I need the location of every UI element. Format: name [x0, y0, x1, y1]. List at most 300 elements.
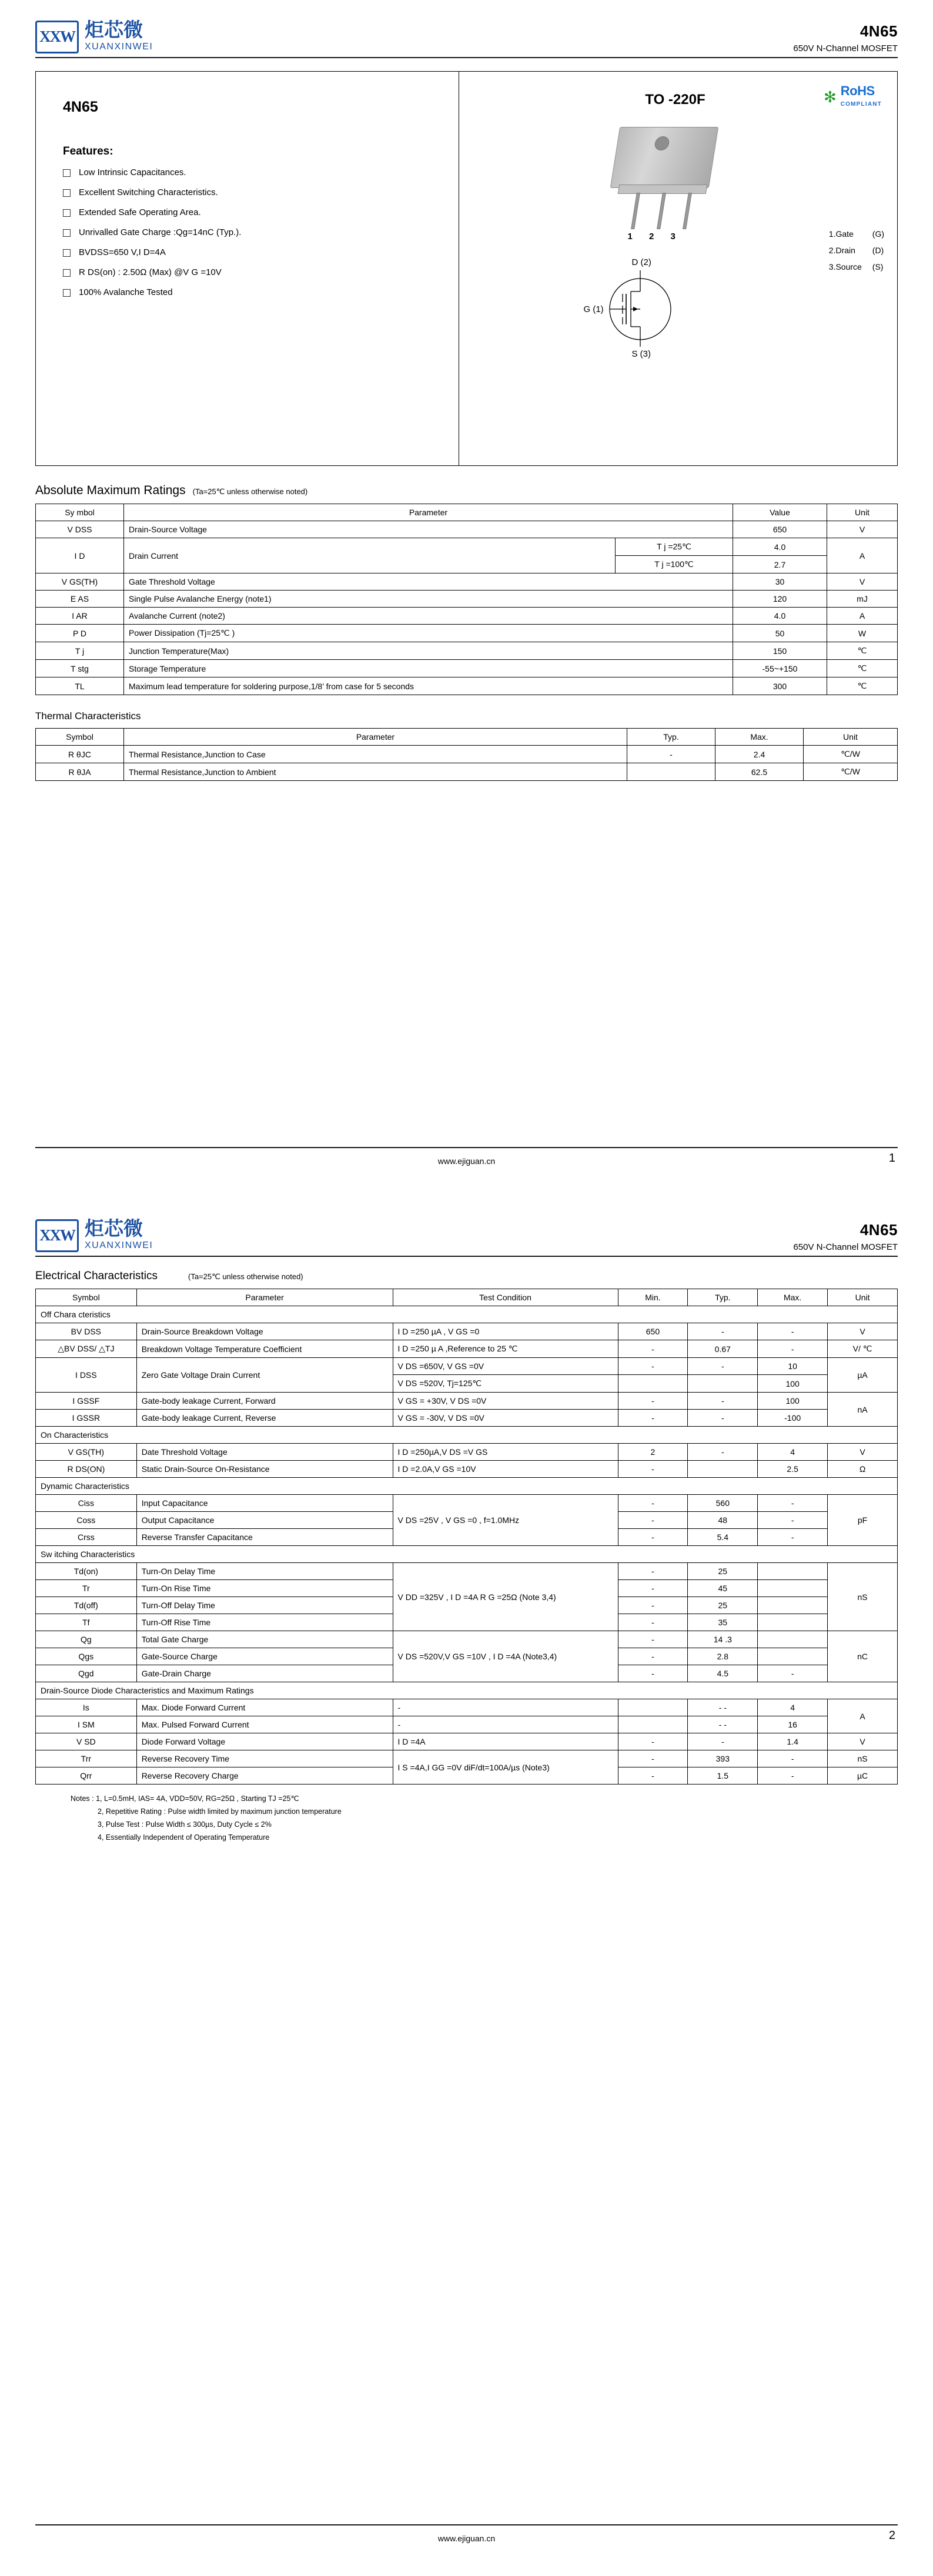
cell-symbol: Tf: [36, 1614, 137, 1631]
table-row: [36, 763, 898, 781]
package-pin-1: [631, 193, 640, 229]
cell-symbol: Qrr: [36, 1767, 137, 1785]
cell-min: -: [618, 1767, 688, 1785]
logo-text-en: XUANXINWEI: [85, 1240, 153, 1250]
cell-symbol: V SD: [36, 1733, 137, 1750]
cell-max: 1.4: [758, 1733, 828, 1750]
cell-min: -: [618, 1597, 688, 1614]
cell-max: [758, 1597, 828, 1614]
cell-symbol: Tr: [36, 1580, 137, 1597]
rohs-compliant-label: COMPLIANT: [840, 101, 882, 108]
cell-symbol: R DS(ON): [36, 1461, 137, 1478]
cell-typ: 5.4: [688, 1529, 758, 1546]
cell-condition: I D =250 µA , V GS =0: [393, 1323, 618, 1340]
footnote-1: Notes : 1, L=0.5mH, IAS= 4A, VDD=50V, RG=25Ω , Starting TJ =25℃: [71, 1795, 299, 1803]
col-symbol: Symbol: [36, 1289, 137, 1306]
features-heading: Features:: [63, 145, 113, 158]
feature-text: 100% Avalanche Tested: [79, 287, 173, 298]
cell-unit: ℃/W: [804, 746, 898, 763]
cell-symbol: I GSSR: [36, 1410, 137, 1427]
section-label: Sw itching Characteristics: [36, 1546, 898, 1563]
table-row: [36, 642, 898, 660]
cell-unit: ℃: [827, 660, 898, 677]
col-unit: Unit: [828, 1289, 898, 1306]
table-row: [36, 1393, 898, 1410]
cell-condition: I D =4A: [393, 1733, 618, 1750]
cell-condition: V DS =520V,V GS =10V , I D =4A (Note3,4): [393, 1631, 618, 1682]
section-label: Drain-Source Diode Characteristics and Maximum Ratings: [36, 1682, 898, 1699]
cell-parameter: Gate Threshold Voltage: [124, 573, 733, 591]
cell-min: -: [618, 1529, 688, 1546]
cell-unit: nS: [828, 1563, 898, 1631]
table-row: [36, 1461, 898, 1478]
page-header: [35, 0, 898, 53]
pin-symbol: (G): [872, 229, 884, 239]
cell-max: -: [758, 1665, 828, 1682]
cell-parameter: Reverse Recovery Charge: [136, 1767, 393, 1785]
cell-symbol: E AS: [36, 591, 124, 608]
cell-unit: µC: [828, 1767, 898, 1785]
table-row: [36, 1716, 898, 1733]
cell-typ: -: [688, 1733, 758, 1750]
header-part-number: 4N65: [860, 1221, 898, 1239]
table-row: [36, 1699, 898, 1716]
table-row: [36, 573, 898, 591]
cell-symbol: V GS(TH): [36, 1444, 137, 1461]
cell-max: -: [758, 1529, 828, 1546]
cell-typ: [688, 1461, 758, 1478]
cell-min: [618, 1699, 688, 1716]
pin-symbol: (S): [872, 262, 884, 272]
cell-unit: nA: [828, 1393, 898, 1427]
abs-max-note: (Ta=25℃ unless otherwise noted): [192, 487, 308, 497]
footnote-2: 2, Repetitive Rating : Pulse width limited by maximum junction temperature: [98, 1807, 342, 1816]
table-row: [36, 1750, 898, 1767]
features-list: [63, 167, 435, 297]
cell-parameter: Gate-Drain Charge: [136, 1665, 393, 1682]
package-name: TO -220F: [645, 92, 705, 108]
cell-condition: V GS = +30V, V DS =0V: [393, 1393, 618, 1410]
table-row: [36, 1444, 898, 1461]
section-label: Off Chara cteristics: [36, 1306, 898, 1323]
pin-symbol: (D): [872, 246, 884, 256]
col-test-condition: Test Condition: [393, 1289, 618, 1306]
header-part-info: [793, 1219, 898, 1252]
cell-parameter: Total Gate Charge: [136, 1631, 393, 1648]
list-item: [63, 247, 435, 257]
rohs-badge: [824, 85, 882, 109]
cell-symbol: V DSS: [36, 521, 124, 538]
cell-condition: V DS =650V, V GS =0V: [393, 1358, 618, 1375]
table-row: [36, 608, 898, 625]
cell-typ: 0.67: [688, 1340, 758, 1358]
table-row: [36, 1631, 898, 1648]
header-subtitle: 650V N-Channel MOSFET: [793, 1242, 898, 1252]
section-label: Dynamic Characteristics: [36, 1478, 898, 1495]
checkbox-icon: [63, 169, 71, 177]
cell-min: -: [618, 1495, 688, 1512]
cell-max: [758, 1648, 828, 1665]
cell-symbol: Qgs: [36, 1648, 137, 1665]
cell-symbol: I D: [36, 538, 124, 573]
cell-typ: -: [688, 1410, 758, 1427]
cell-value: 4.0: [733, 608, 827, 625]
cell-max: 100: [758, 1375, 828, 1393]
electrical-title: Electrical Characteristics: [35, 1270, 158, 1283]
table-row: [36, 1340, 898, 1358]
cell-value: -55~+150: [733, 660, 827, 677]
table-row: [36, 1323, 898, 1340]
page-1: [0, 0, 933, 1199]
table-row: [36, 521, 898, 538]
logo-text-en: XUANXINWEI: [85, 41, 153, 52]
thermal-table: [35, 728, 898, 781]
cell-symbol: T stg: [36, 660, 124, 677]
cell-symbol: TL: [36, 677, 124, 695]
cell-min: -: [618, 1665, 688, 1682]
cell-condition: V GS = -30V, V DS =0V: [393, 1410, 618, 1427]
cell-max: -: [758, 1767, 828, 1785]
header-subtitle: 650V N-Channel MOSFET: [793, 43, 898, 53]
cell-min: 2: [618, 1444, 688, 1461]
cell-symbol: △BV DSS/ △TJ: [36, 1340, 137, 1358]
table-row: [36, 1410, 898, 1427]
cell-max: -: [758, 1512, 828, 1529]
cell-unit: V: [828, 1444, 898, 1461]
product-features-panel: [36, 72, 459, 465]
feature-text: BVDSS=650 V,I D=4A: [79, 247, 166, 258]
list-item: [63, 227, 435, 237]
page-2: [0, 1199, 933, 2576]
cell-symbol: Is: [36, 1699, 137, 1716]
cell-value: 150: [733, 642, 827, 660]
electrical-note: (Ta=25℃ unless otherwise noted): [188, 1272, 303, 1282]
cell-condition: V DS =25V , V GS =0 , f=1.0MHz: [393, 1495, 618, 1546]
cell-parameter: Gate-Source Charge: [136, 1648, 393, 1665]
cell-value: 4.0: [733, 538, 827, 556]
schematic-gate-label: G (1): [583, 304, 604, 315]
section-label: On Characteristics: [36, 1427, 898, 1444]
table-header-row: [36, 729, 898, 746]
col-parameter: Parameter: [136, 1289, 393, 1306]
abs-max-title: Absolute Maximum Ratings: [35, 484, 186, 498]
table-row: [36, 538, 898, 556]
cell-parameter: Date Threshold Voltage: [136, 1444, 393, 1461]
cell-condition: I S =4A,I GG =0V diF/dt=100A/µs (Note3): [393, 1750, 618, 1785]
cell-min: 650: [618, 1323, 688, 1340]
cell-condition: V DD =325V , I D =4A R G =25Ω (Note 3,4): [393, 1563, 618, 1631]
cell-unit: V/ ℃: [828, 1340, 898, 1358]
cell-max: [758, 1614, 828, 1631]
cell-value: 300: [733, 677, 827, 695]
cell-parameter: Zero Gate Voltage Drain Current: [136, 1358, 393, 1393]
package-pin-2: [657, 193, 666, 229]
cell-symbol: I GSSF: [36, 1393, 137, 1410]
cell-value: 120: [733, 591, 827, 608]
table-row: [36, 1358, 898, 1375]
cell-typ: -: [627, 746, 715, 763]
cell-unit: V: [827, 573, 898, 591]
col-unit: Unit: [827, 504, 898, 521]
cell-parameter: Max. Diode Forward Current: [136, 1699, 393, 1716]
col-symbol: Symbol: [36, 729, 124, 746]
cell-unit: Ω: [828, 1461, 898, 1478]
cell-value: 50: [733, 625, 827, 642]
logo-text-cn: 炬芯微: [85, 1217, 143, 1240]
table-row: [36, 746, 898, 763]
cell-max: 100: [758, 1393, 828, 1410]
cell-typ: 25: [688, 1597, 758, 1614]
cell-unit: nS: [828, 1750, 898, 1767]
cell-parameter: Reverse Recovery Time: [136, 1750, 393, 1767]
list-item: [63, 267, 435, 277]
table-row: [36, 1563, 898, 1580]
cell-min: -: [618, 1648, 688, 1665]
cell-symbol: BV DSS: [36, 1323, 137, 1340]
cell-min: -: [618, 1512, 688, 1529]
cell-parameter: Gate-body leakage Current, Reverse: [136, 1410, 393, 1427]
cell-unit: pF: [828, 1495, 898, 1546]
col-typ: Typ.: [688, 1289, 758, 1306]
cell-symbol: Td(off): [36, 1597, 137, 1614]
cell-unit: µA: [828, 1358, 898, 1393]
cell-max: 10: [758, 1358, 828, 1375]
abs-max-table: [35, 504, 898, 695]
cell-max: 4: [758, 1699, 828, 1716]
company-logo: [35, 20, 153, 53]
cell-parameter: Diode Forward Voltage: [136, 1733, 393, 1750]
header-divider: [35, 57, 898, 58]
header-part-number: 4N65: [860, 22, 898, 40]
cell-symbol: I AR: [36, 608, 124, 625]
list-item: [829, 259, 884, 275]
list-item: [829, 242, 884, 259]
checkbox-icon: [63, 289, 71, 297]
cell-parameter: Maximum lead temperature for soldering purpose,1/8’ from case for 5 seconds: [124, 677, 733, 695]
table-row: [36, 677, 898, 695]
leaf-icon: ✻: [823, 88, 837, 106]
checkbox-icon: [63, 269, 71, 277]
company-logo: [35, 1219, 153, 1252]
cell-max: -100: [758, 1410, 828, 1427]
cell-condition: T j =100℃: [616, 556, 733, 573]
pin-name: 3.Source: [828, 262, 862, 272]
col-max: Max.: [715, 729, 804, 746]
cell-condition: T j =25℃: [616, 538, 733, 556]
cell-min: -: [618, 1733, 688, 1750]
header-part-info: [793, 20, 898, 53]
cell-unit: A: [827, 538, 898, 573]
cell-condition: -: [393, 1716, 618, 1733]
package-drawing: [590, 123, 767, 241]
cell-min: [618, 1716, 688, 1733]
cell-parameter: Power Dissipation (Tj=25℃ ): [124, 625, 733, 642]
table-section-row: [36, 1546, 898, 1563]
cell-parameter: Drain-Source Breakdown Voltage: [136, 1323, 393, 1340]
cell-unit: A: [827, 608, 898, 625]
cell-symbol: Td(on): [36, 1563, 137, 1580]
col-max: Max.: [758, 1289, 828, 1306]
footnotes: [35, 1793, 898, 1844]
cell-typ: 35: [688, 1614, 758, 1631]
cell-min: -: [618, 1358, 688, 1375]
cell-typ: [627, 763, 715, 781]
list-item: [829, 226, 884, 242]
cell-parameter: Output Capacitance: [136, 1512, 393, 1529]
table-section-row: [36, 1427, 898, 1444]
checkbox-icon: [63, 209, 71, 217]
cell-typ: -: [688, 1393, 758, 1410]
cell-max: -: [758, 1323, 828, 1340]
table-row: [36, 625, 898, 642]
cell-symbol: Coss: [36, 1512, 137, 1529]
list-item: [63, 167, 435, 177]
cell-max: -: [758, 1340, 828, 1358]
package-panel: [459, 72, 897, 465]
cell-unit: ℃: [827, 677, 898, 695]
cell-typ: - -: [688, 1716, 758, 1733]
page-number: 1: [888, 1152, 895, 1165]
cell-symbol: T j: [36, 642, 124, 660]
cell-condition: V DS =520V, Tj=125℃: [393, 1375, 618, 1393]
list-item: [63, 287, 435, 297]
footer-url[interactable]: www.ejiguan.cn: [437, 2534, 496, 2543]
table-header-row: [36, 504, 898, 521]
cell-condition: I D =2.0A,V GS =10V: [393, 1461, 618, 1478]
footer-url[interactable]: www.ejiguan.cn: [437, 1156, 496, 1166]
col-min: Min.: [618, 1289, 688, 1306]
page-footer: [35, 2524, 898, 2543]
page-header: [35, 1199, 898, 1252]
cell-max: 62.5: [715, 763, 804, 781]
product-title: 4N65: [63, 99, 98, 116]
cell-max: -: [758, 1495, 828, 1512]
table-section-row: [36, 1478, 898, 1495]
cell-unit: W: [827, 625, 898, 642]
thermal-heading: Thermal Characteristics: [35, 710, 141, 722]
cell-typ: 48: [688, 1512, 758, 1529]
cell-min: -: [618, 1614, 688, 1631]
cell-typ: -: [688, 1323, 758, 1340]
cell-parameter: Thermal Resistance,Junction to Ambient: [124, 763, 627, 781]
checkbox-icon: [63, 189, 71, 197]
page-number: 2: [888, 2529, 895, 2542]
cell-symbol: V GS(TH): [36, 573, 124, 591]
table-header-row: [36, 1289, 898, 1306]
cell-typ: 45: [688, 1580, 758, 1597]
mosfet-symbol-icon: [581, 257, 775, 363]
cell-symbol: Qgd: [36, 1665, 137, 1682]
logo-mark-icon: XXW: [35, 1219, 79, 1252]
feature-text: Low Intrinsic Capacitances.: [79, 167, 186, 178]
cell-parameter: Turn-Off Rise Time: [136, 1614, 393, 1631]
cell-symbol: R θJC: [36, 746, 124, 763]
cell-min: [618, 1375, 688, 1393]
cell-min: -: [618, 1750, 688, 1767]
cell-typ: 14 .3: [688, 1631, 758, 1648]
cell-min: -: [618, 1461, 688, 1478]
package-pin-3: [683, 193, 692, 229]
table-section-row: [36, 1682, 898, 1699]
cell-unit: mJ: [827, 591, 898, 608]
cell-max: 16: [758, 1716, 828, 1733]
cell-condition: -: [393, 1699, 618, 1716]
electrical-table: [35, 1289, 898, 1785]
header-divider: [35, 1256, 898, 1257]
cell-unit: ℃: [827, 642, 898, 660]
col-symbol: Sy mbol: [36, 504, 124, 521]
footnote-4: 4, Essentially Independent of Operating Temperature: [98, 1833, 270, 1842]
product-overview-box: [35, 71, 898, 466]
cell-max: [758, 1563, 828, 1580]
feature-text: R DS(on) : 2.50Ω (Max) @V G =10V: [79, 267, 222, 278]
col-parameter: Parameter: [124, 504, 733, 521]
cell-condition: I D =250 µ A ,Reference to 25 ℃: [393, 1340, 618, 1358]
cell-max: 2.4: [715, 746, 804, 763]
cell-parameter: Input Capacitance: [136, 1495, 393, 1512]
cell-unit: V: [828, 1323, 898, 1340]
feature-text: Extended Safe Operating Area.: [79, 207, 201, 218]
package-pin-numbers: 1 2 3: [627, 232, 683, 242]
electrical-heading: [35, 1270, 898, 1283]
cell-symbol: Trr: [36, 1750, 137, 1767]
cell-unit: nC: [828, 1631, 898, 1682]
table-row: [36, 660, 898, 677]
cell-parameter: Breakdown Voltage Temperature Coefficient: [136, 1340, 393, 1358]
cell-max: [758, 1631, 828, 1648]
cell-symbol: R θJA: [36, 763, 124, 781]
cell-typ: 560: [688, 1495, 758, 1512]
cell-parameter: Avalanche Current (note2): [124, 608, 733, 625]
cell-typ: 4.5: [688, 1665, 758, 1682]
table-row: [36, 1495, 898, 1512]
cell-parameter: Turn-On Rise Time: [136, 1580, 393, 1597]
schematic-drain-label: D (2): [631, 257, 651, 268]
logo-mark-icon: XXW: [35, 21, 79, 53]
cell-symbol: I DSS: [36, 1358, 137, 1393]
feature-text: Excellent Switching Characteristics.: [79, 187, 218, 198]
cell-parameter: Gate-body leakage Current, Forward: [136, 1393, 393, 1410]
col-parameter: Parameter: [124, 729, 627, 746]
cell-symbol: I SM: [36, 1716, 137, 1733]
cell-typ: -: [688, 1444, 758, 1461]
cell-parameter: Single Pulse Avalanche Energy (note1): [124, 591, 733, 608]
col-value: Value: [733, 504, 827, 521]
cell-symbol: Qg: [36, 1631, 137, 1648]
cell-condition: I D =250µA,V DS =V GS: [393, 1444, 618, 1461]
cell-min: -: [618, 1340, 688, 1358]
cell-parameter: Drain Current: [124, 538, 616, 573]
cell-parameter: Turn-Off Delay Time: [136, 1597, 393, 1614]
table-row: [36, 1733, 898, 1750]
cell-typ: 25: [688, 1563, 758, 1580]
cell-typ: - -: [688, 1699, 758, 1716]
table-row: [36, 591, 898, 608]
cell-parameter: Drain-Source Voltage: [124, 521, 733, 538]
cell-symbol: Ciss: [36, 1495, 137, 1512]
feature-text: Unrivalled Gate Charge :Qg=14nC (Typ.).: [79, 227, 242, 238]
cell-max: 4: [758, 1444, 828, 1461]
cell-value: 30: [733, 573, 827, 591]
cell-max: -: [758, 1750, 828, 1767]
list-item: [63, 207, 435, 217]
footnote-3: 3, Pulse Test : Pulse Width ≤ 300µs, Duty Cycle ≤ 2%: [98, 1820, 272, 1829]
cell-typ: 1.5: [688, 1767, 758, 1785]
cell-symbol: Crss: [36, 1529, 137, 1546]
cell-typ: 2.8: [688, 1648, 758, 1665]
cell-parameter: Thermal Resistance,Junction to Case: [124, 746, 627, 763]
page-footer: [35, 1147, 898, 1166]
